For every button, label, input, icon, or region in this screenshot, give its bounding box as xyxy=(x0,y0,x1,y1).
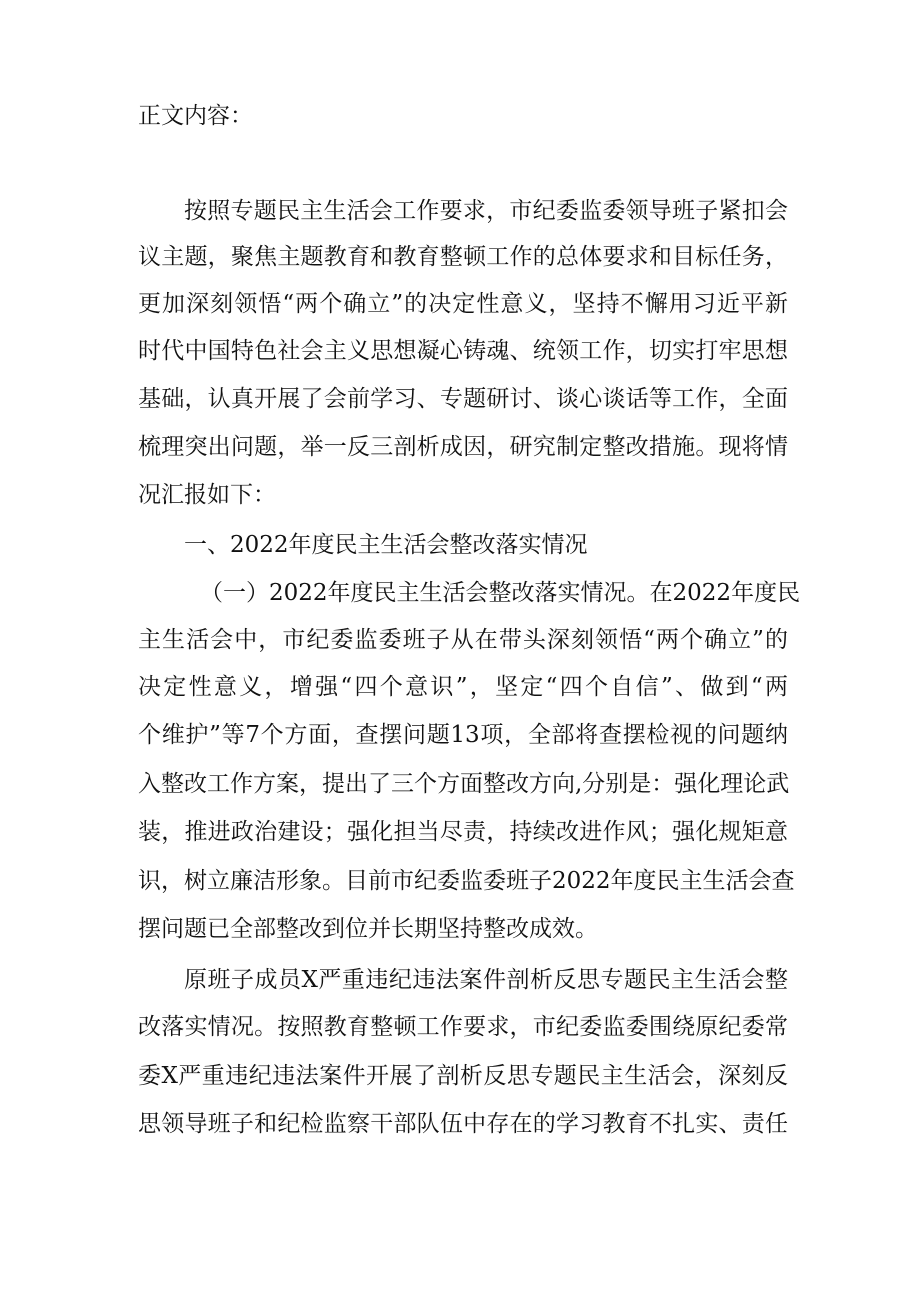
document-heading-label: 正文内容： xyxy=(138,103,253,129)
para-1-line: （一）2022年度民主生活会整改落实情况。在2022年度民 xyxy=(200,580,801,606)
intro-line: 基础，认真开展了会前学习、专题研讨、谈心谈话等工作，全面 xyxy=(138,386,788,412)
intro-line: 更加深刻领悟“两个确立”的决定性意义，坚持不懈用习近平新 xyxy=(138,291,788,317)
intro-line: 梳理突出问题，举一反三剖析成因，研究制定整改措施。现将情 xyxy=(138,434,788,460)
para-2-line: 原班子成员X严重违纪违法案件剖析反思专题民主生活会整 xyxy=(184,967,788,993)
para-1-line: 主生活会中，市纪委监委班子从在带头深刻领悟“两个确立”的 xyxy=(138,627,788,653)
para-2-line: 委X严重违纪违法案件开展了剖析反思专题民主生活会，深刻反 xyxy=(138,1063,788,1089)
para-1-line: 决定性意义，增强“四个意识”，坚定“四个自信”、做到“两 xyxy=(138,674,788,700)
intro-line: 时代中国特色社会主义思想凝心铸魂、统领工作，切实打牢思想 xyxy=(138,338,788,364)
para-1-line: 入整改工作方案，提出了三个方面整改方向,分别是：强化理论武 xyxy=(138,771,790,797)
para-2-line: 思领导班子和纪检监察干部队伍中存在的学习教育不扎实、责任 xyxy=(138,1111,788,1137)
section-1-heading: 一、2022年度民主生活会整改落实情况 xyxy=(184,532,588,558)
intro-line: 况汇报如下： xyxy=(138,482,276,508)
para-1-line: 摆问题已全部整改到位并长期坚持整改成效。 xyxy=(138,916,598,942)
para-1-line: 识，树立廉洁形象。目前市纪委监委班子2022年度民主生活会查 xyxy=(138,868,795,894)
para-1-line: 个维护”等7个方面，查摆问题13项，全部将查摆检视的问题纳 xyxy=(138,722,788,748)
para-2-line: 改落实情况。按照教育整顿工作要求，市纪委监委围绕原纪委常 xyxy=(138,1014,788,1040)
para-1-line: 装，推进政治建设；强化担当尽责，持续改进作风；强化规矩意 xyxy=(138,819,788,845)
intro-line: 按照专题民主生活会工作要求，市纪委监委领导班子紧扣会 xyxy=(184,198,788,224)
intro-line: 议主题，聚焦主题教育和教育整顿工作的总体要求和目标任务， xyxy=(138,244,788,270)
